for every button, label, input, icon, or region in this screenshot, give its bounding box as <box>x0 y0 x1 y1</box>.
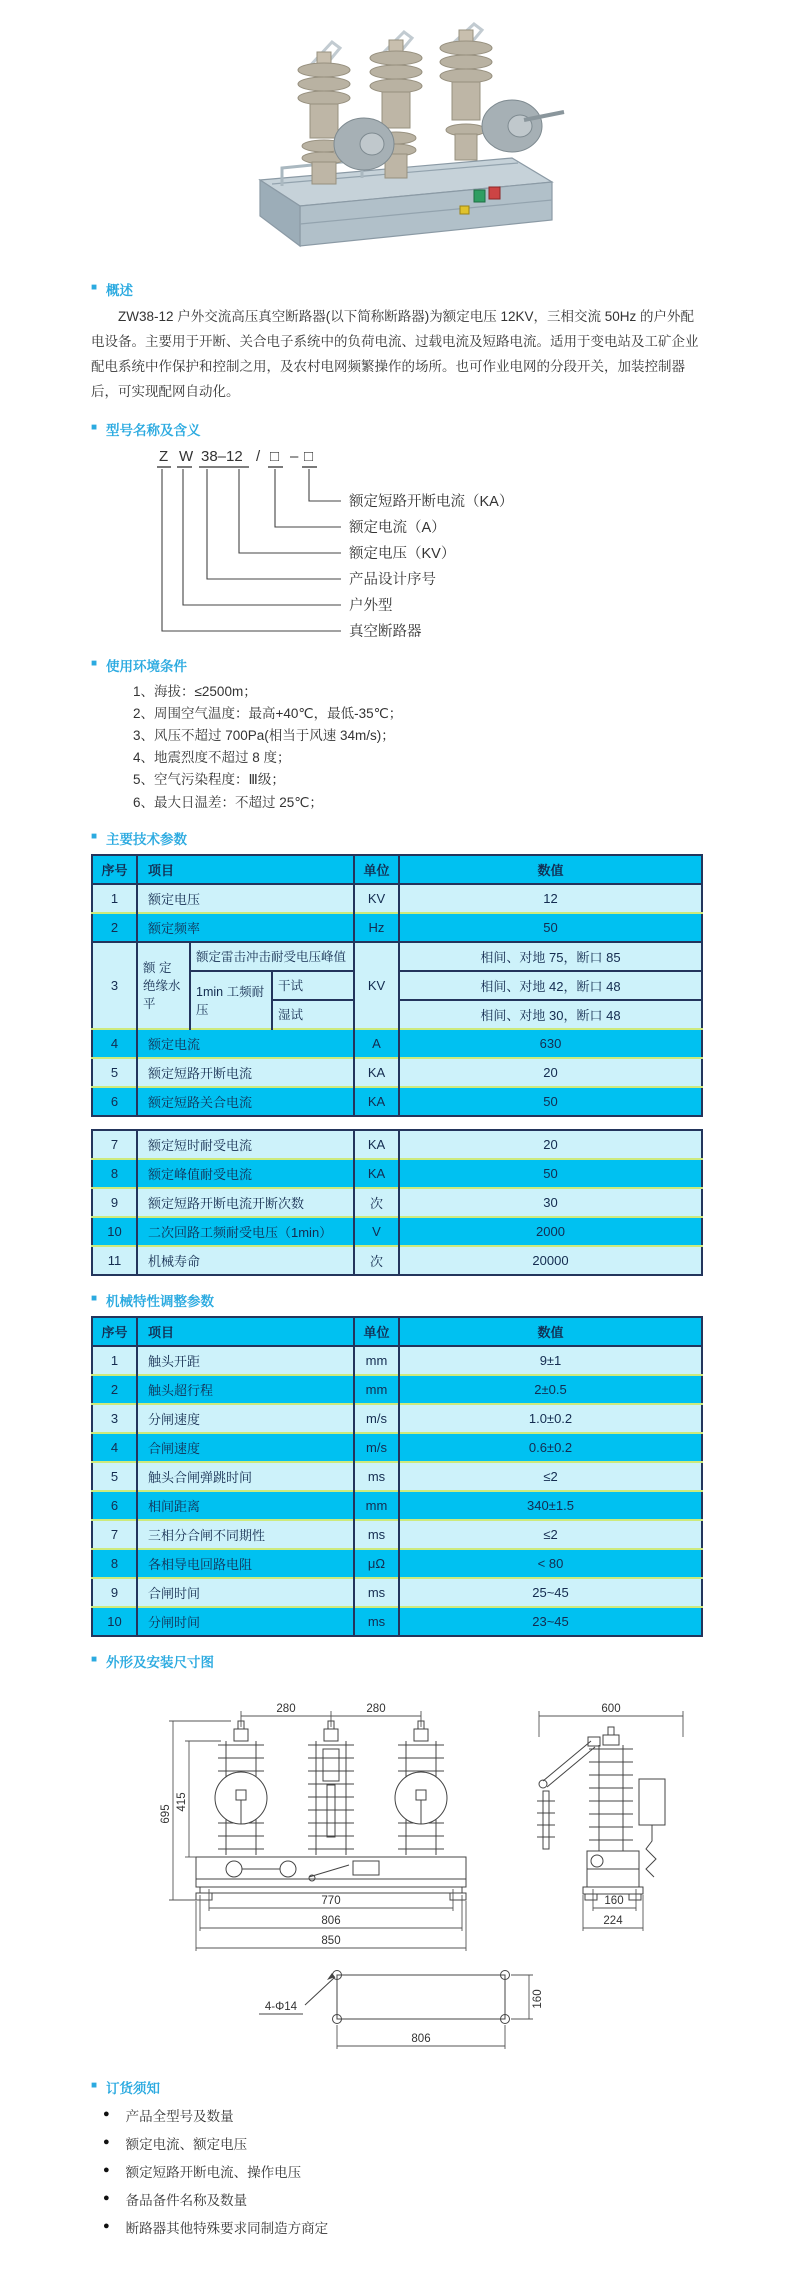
table-cell: 额定雷击冲击耐受电压峰值 <box>190 942 354 971</box>
section-bullet-icon: ■ <box>91 282 98 293</box>
section-main-params <box>91 828 702 1276</box>
table-row <box>92 1491 702 1520</box>
table-row <box>92 1188 702 1217</box>
svg-text:/: / <box>256 447 261 465</box>
table-cell: ms <box>354 1607 399 1636</box>
section-heading-ordering <box>91 2077 702 2097</box>
env-condition-item: 1、海拔：≤2500m； <box>133 683 257 699</box>
model-code <box>159 448 313 465</box>
table-cell: 分闸时间 <box>137 1607 354 1636</box>
table-cell: 50 <box>399 1159 702 1188</box>
interrupter-drums <box>334 100 564 170</box>
table-cell: μΩ <box>354 1549 399 1578</box>
svg-text:真空断路器: 真空断路器 <box>349 623 422 640</box>
section-title: 订货须知 <box>106 2080 161 2096</box>
ordering-item-text: 备品备件名称及数量 <box>125 2192 248 2208</box>
table-row <box>92 1130 702 1159</box>
table-cell: 各相导电回路电阻 <box>137 1549 354 1578</box>
table-row <box>92 1578 702 1607</box>
table-cell: < 80 <box>399 1549 702 1578</box>
main-params-table-upper <box>91 854 703 1117</box>
column-header: 项目 <box>137 1317 354 1346</box>
column-header: 数值 <box>399 1317 702 1346</box>
table-section-gap <box>91 1117 702 1125</box>
table-cell: ms <box>354 1462 399 1491</box>
section-heading-dimensions <box>91 1651 702 1671</box>
table-cell: 三相分合闸不同期性 <box>137 1520 354 1549</box>
table-cell: 5 <box>92 1058 137 1087</box>
table-cell: A <box>354 1029 399 1058</box>
table-cell: 湿试 <box>272 1000 354 1029</box>
table-row <box>92 913 702 942</box>
svg-text:户外型: 户外型 <box>349 597 393 614</box>
table-cell: 1.0±0.2 <box>399 1404 702 1433</box>
table-cell: 20 <box>399 1130 702 1159</box>
table-cell: 额定短路关合电流 <box>137 1087 354 1116</box>
table-cell: 340±1.5 <box>399 1491 702 1520</box>
table-cell: 额 定 绝缘水平 <box>137 942 190 1029</box>
table-cell: 触头开距 <box>137 1346 354 1375</box>
env-condition-item: 6、最大日温差：不超过 25℃； <box>133 794 323 810</box>
ordering-item-text: 产品全型号及数量 <box>125 2108 234 2124</box>
table-cell: 触头超行程 <box>137 1375 354 1404</box>
bullet-icon: ● <box>103 2191 110 2204</box>
table-row <box>92 1346 702 1375</box>
column-header: 项目 <box>137 855 354 884</box>
svg-text:695: 695 <box>160 1804 172 1824</box>
section-bullet-icon: ■ <box>91 421 98 433</box>
svg-text:280: 280 <box>366 1702 386 1715</box>
table-cell: 30 <box>399 1188 702 1217</box>
table-cell: 50 <box>399 1087 702 1116</box>
table-row <box>92 1520 702 1549</box>
column-header: 单位 <box>354 1317 399 1346</box>
section-title: 主要技术参数 <box>106 831 188 847</box>
table-cell: 2±0.5 <box>399 1375 702 1404</box>
table-cell: 额定短路开断电流开断次数 <box>137 1188 354 1217</box>
table-cell: 次 <box>354 1188 399 1217</box>
table-row <box>92 942 702 971</box>
table-cell: 25~45 <box>399 1578 702 1607</box>
table-cell: KA <box>354 1130 399 1159</box>
table-cell: 4 <box>92 1433 137 1462</box>
table-cell: 相间、对地 42，断口 48 <box>399 971 702 1000</box>
svg-text:770: 770 <box>321 1894 341 1907</box>
front-view-drawing <box>196 1721 466 1900</box>
table-cell: 5 <box>92 1462 137 1491</box>
table-cell: KV <box>354 884 399 913</box>
table-cell: ms <box>354 1520 399 1549</box>
svg-text:□: □ <box>270 447 280 465</box>
table-row <box>92 1246 702 1275</box>
table-cell: 4 <box>92 1029 137 1058</box>
table-cell: 2 <box>92 913 137 942</box>
table-cell: 6 <box>92 1087 137 1116</box>
table-cell: 9 <box>92 1578 137 1607</box>
table-row <box>92 1404 702 1433</box>
product-photo-illustration <box>212 8 582 260</box>
section-title: 外形及安装尺寸图 <box>106 1654 215 1670</box>
table-cell: 额定峰值耐受电流 <box>137 1159 354 1188</box>
section-heading-overview <box>91 279 702 299</box>
table-cell: 8 <box>92 1549 137 1578</box>
table-cell: 630 <box>399 1029 702 1058</box>
env-condition-item: 2、周围空气温度：最高+40℃，最低-35℃； <box>133 706 403 721</box>
dimension-labels <box>160 1703 624 2045</box>
table-cell: 20000 <box>399 1246 702 1275</box>
table-cell: 额定电压 <box>137 884 354 913</box>
table-cell: ≤2 <box>399 1520 702 1549</box>
table-cell: m/s <box>354 1433 399 1462</box>
table-cell: V <box>354 1217 399 1246</box>
section-heading-environment <box>91 655 702 675</box>
svg-text:产品设计序号: 产品设计序号 <box>349 571 436 588</box>
column-header: 数值 <box>399 855 702 884</box>
svg-text:160: 160 <box>604 1894 624 1907</box>
table-row <box>92 1159 702 1188</box>
table-cell: KV <box>354 942 399 1029</box>
main-params-table-lower <box>91 1129 703 1276</box>
table-cell: 分闸速度 <box>137 1404 354 1433</box>
bullet-icon: ● <box>103 2219 110 2232</box>
table-cell: 6 <box>92 1491 137 1520</box>
table-cell: 10 <box>92 1607 137 1636</box>
section-bullet-icon: ■ <box>91 2079 98 2091</box>
section-overview <box>91 279 702 405</box>
table-row <box>92 1029 702 1058</box>
table-cell: 1 <box>92 1346 137 1375</box>
section-mech-params <box>91 1290 702 1637</box>
ordering-item-text: 额定短路开断电流、操作电压 <box>125 2164 302 2180</box>
model-meaning-labels <box>349 492 513 640</box>
table-cell: 额定电流 <box>137 1029 354 1058</box>
ordering-item <box>103 2105 702 2125</box>
model-meaning-diagram <box>91 445 701 641</box>
table-row <box>92 1375 702 1404</box>
bullet-icon: ● <box>103 2135 110 2148</box>
table-cell: ≤2 <box>399 1462 702 1491</box>
section-dimensions <box>91 1651 702 2063</box>
table-cell: 额定短路开断电流 <box>137 1058 354 1087</box>
section-bullet-icon: ■ <box>91 1292 98 1304</box>
table-cell: 8 <box>92 1159 137 1188</box>
env-condition-item: 3、风压不超过 700Pa(相当于风速 34m/s)； <box>133 728 395 744</box>
table-cell: 7 <box>110 1136 119 1152</box>
table-row <box>92 1058 702 1087</box>
table-cell: KA <box>354 1159 399 1188</box>
table-cell: 7 <box>92 1520 137 1549</box>
env-condition-item: 4、地震烈度不超过 8 度； <box>133 750 291 766</box>
table-cell: 额定频率 <box>137 913 354 942</box>
table-cell: KA <box>354 1087 399 1116</box>
table-row <box>92 884 702 913</box>
column-header: 序号 <box>92 855 137 884</box>
table-row <box>92 1087 702 1116</box>
svg-text:850: 850 <box>321 1934 341 1947</box>
table-row <box>92 1549 702 1578</box>
section-bullet-icon: ■ <box>91 830 98 842</box>
table-cell: 次 <box>354 1246 399 1275</box>
ordering-item-text: 额定电流、额定电压 <box>125 2136 248 2152</box>
table-row <box>92 1607 702 1636</box>
svg-text:Z: Z <box>159 447 169 465</box>
svg-text:415: 415 <box>176 1792 188 1812</box>
ordering-item <box>103 2133 702 2153</box>
svg-text:806: 806 <box>321 1914 341 1927</box>
section-heading-main-params <box>91 828 702 848</box>
svg-text:38–12: 38–12 <box>201 447 243 465</box>
table-cell: 二次回路工频耐受电压（1min） <box>137 1217 354 1246</box>
table-row <box>92 1217 702 1246</box>
svg-text:–: – <box>290 447 299 465</box>
table-cell: 相间、对地 30，断口 48 <box>399 1000 702 1029</box>
table-cell: 触头合闸弹跳时间 <box>137 1462 354 1491</box>
ordering-item <box>103 2217 702 2237</box>
table-cell: 3 <box>92 1404 137 1433</box>
table-cell: 额定短时耐受电流 <box>137 1130 354 1159</box>
ordering-item <box>103 2189 702 2209</box>
bullet-icon: ● <box>103 2163 110 2176</box>
table-cell: 1 <box>92 884 137 913</box>
svg-text:160: 160 <box>532 1989 544 2009</box>
env-condition-item: 5、空气污染程度：Ⅲ级； <box>133 772 285 788</box>
model-connector-lines <box>162 469 341 631</box>
table-cell: 3 <box>92 942 137 1029</box>
table-cell: m/s <box>354 1404 399 1433</box>
svg-text:W: W <box>179 447 194 465</box>
table-cell: 相间、对地 75，断口 85 <box>399 942 702 971</box>
section-title: 机械特性调整参数 <box>106 1293 215 1309</box>
insulator-stacks <box>298 30 492 184</box>
table-cell: KA <box>354 1058 399 1087</box>
table-cell: 干试 <box>272 971 354 1000</box>
section-title: 使用环境条件 <box>106 658 188 674</box>
table-cell: 12 <box>399 884 702 913</box>
svg-text:额定短路开断电流（KA）: 额定短路开断电流（KA） <box>349 493 514 510</box>
dimension-diagram <box>91 1683 701 2063</box>
mounting-plate-drawing <box>305 1970 510 2023</box>
section-heading-mech-params <box>91 1290 702 1310</box>
bullet-icon: ● <box>103 2107 110 2120</box>
mech-params-table <box>91 1316 703 1637</box>
section-bullet-icon: ■ <box>91 1653 98 1665</box>
section-model-meaning <box>91 419 702 641</box>
product-photo <box>91 8 702 265</box>
section-title: 概述 <box>106 283 134 298</box>
table-cell: 相间距离 <box>137 1491 354 1520</box>
section-ordering <box>91 2077 702 2237</box>
table-cell: mm <box>354 1375 399 1404</box>
svg-text:4-Φ14: 4-Φ14 <box>264 2000 298 2013</box>
table-cell: 9±1 <box>399 1346 702 1375</box>
overview-paragraph: ZW38-12 户外交流高压真空断路器(以下简称断路器)为额定电压 12KV，三相交流 50Hz 的户外配电设备。主要用于开断、关合电子系统中的负荷电流、过载电流及短路电流。适用于变电站及工矿企业配电系统中作保护和控制之用，及农村电网频繁操作的场所。也可作业电网的分段开关，加装控制器后，可实现配网自动化。 <box>91 309 699 399</box>
table-cell: 50 <box>399 913 702 942</box>
table-cell: 2 <box>92 1375 137 1404</box>
table-cell: 10 <box>92 1217 137 1246</box>
table-cell: 1min 工频耐压 <box>190 971 272 1029</box>
svg-text:806: 806 <box>411 2032 431 2045</box>
table-cell: 9 <box>92 1188 137 1217</box>
table-cell: 20 <box>399 1058 702 1087</box>
table-cell: ms <box>354 1578 399 1607</box>
table-cell: mm <box>354 1346 399 1375</box>
section-environment <box>91 655 702 814</box>
table-row <box>92 1462 702 1491</box>
column-header: 单位 <box>354 855 399 884</box>
table-cell: 合闸时间 <box>137 1578 354 1607</box>
svg-text:280: 280 <box>276 1702 296 1715</box>
table-cell: 11 <box>92 1246 137 1275</box>
svg-text:224: 224 <box>603 1914 623 1927</box>
side-view-drawing <box>537 1727 665 1900</box>
ordering-item-text: 断路器其他特殊要求同制造方商定 <box>125 2220 329 2236</box>
column-header: 序号 <box>92 1317 137 1346</box>
table-cell: 2000 <box>399 1217 702 1246</box>
section-bullet-icon: ■ <box>91 657 98 669</box>
svg-text:□: □ <box>304 447 314 465</box>
svg-text:600: 600 <box>601 1702 621 1715</box>
section-heading-model <box>91 419 702 439</box>
svg-text:额定电压（KV）: 额定电压（KV） <box>349 545 456 562</box>
table-cell: Hz <box>354 913 399 942</box>
section-title: 型号名称及含义 <box>106 422 201 438</box>
table-cell: 0.6±0.2 <box>399 1433 702 1462</box>
svg-text:额定电流（A）: 额定电流（A） <box>349 519 446 536</box>
table-cell: 机械寿命 <box>137 1246 354 1275</box>
ordering-item <box>103 2161 702 2181</box>
table-cell: 合闸速度 <box>137 1433 354 1462</box>
table-row <box>92 1433 702 1462</box>
table-cell: 23~45 <box>399 1607 702 1636</box>
table-cell: mm <box>354 1491 399 1520</box>
